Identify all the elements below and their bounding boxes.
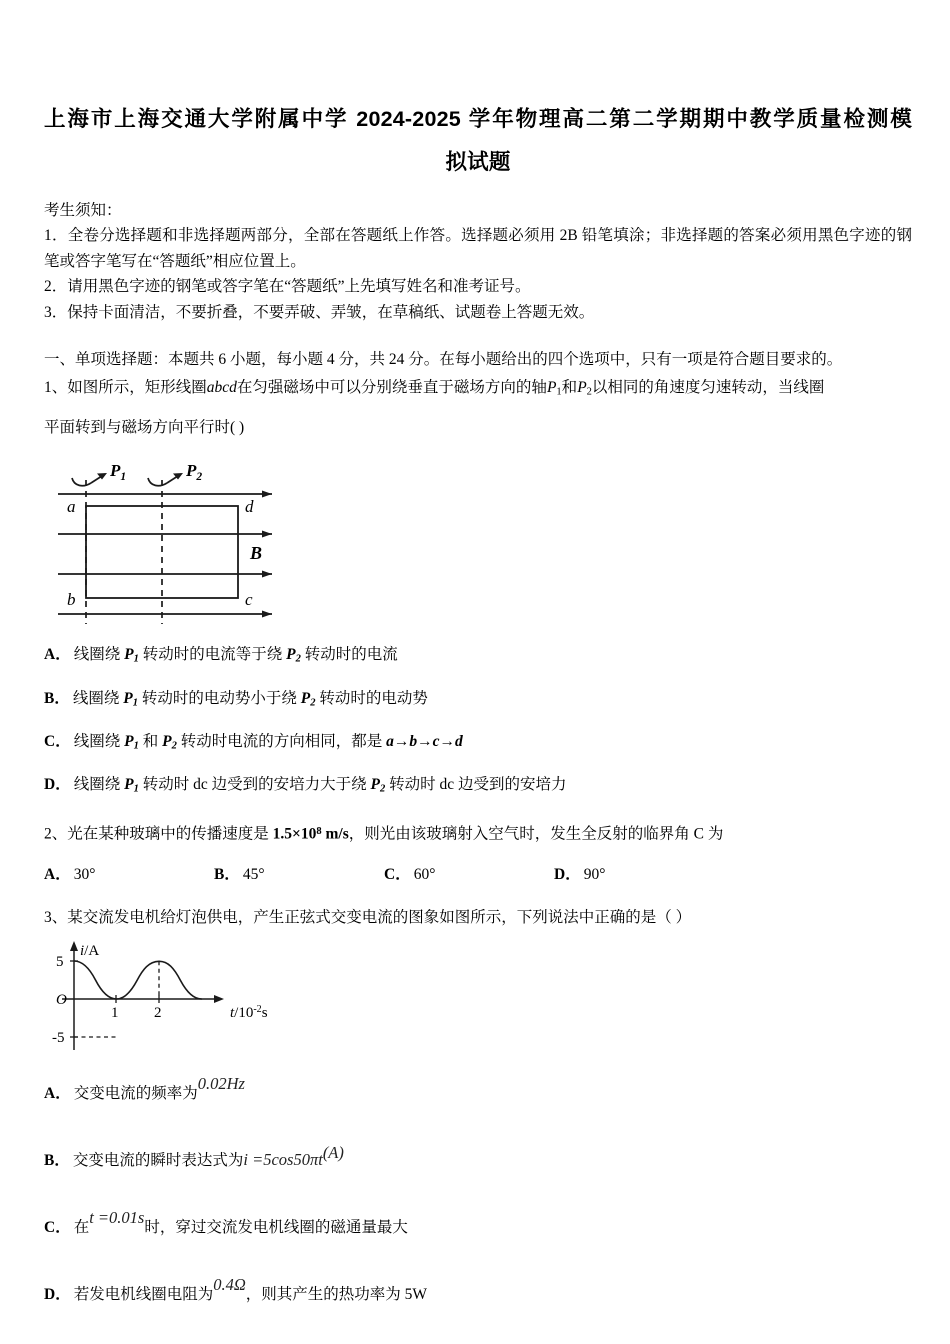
question-3-stem-text: 某交流发电机给灯泡供电，产生正弦式交变电流的图象如图所示，下列说法中正确的是（ ） (67, 909, 692, 927)
question-1-option-b-symbol-2-sub: 2 (310, 696, 316, 708)
question-1-stem-symbol-p2-sub: 2 (586, 386, 592, 398)
question-1-stem-part-4: 以相同的角速度匀速转动，当线圈 (591, 379, 825, 396)
question-1-option-a-symbol-1-sub: 1 (133, 653, 139, 665)
question-1-option-a-symbol-2-sub: 2 (295, 653, 301, 665)
question-1-figure (50, 452, 350, 627)
question-1-option-b-label: B． (44, 689, 70, 707)
question-1-option-d-pre: 线圈绕 (73, 776, 125, 794)
question-3-option-c-pre: 在 (73, 1218, 90, 1236)
question-1-option-a-label: A． (44, 646, 71, 664)
page-title (44, 98, 912, 184)
question-3-option-c-post: 时，穿过交流发电机线圈的磁通量最大 (144, 1218, 408, 1236)
question-1-option-a-post: 转动时的电流 (300, 646, 398, 664)
question-3-option-b-label: B． (44, 1151, 70, 1169)
figure-label-magnetic-field-b: B (250, 543, 263, 564)
question-1-option-b-symbol-2: P (300, 689, 311, 707)
question-1-option-c-pre: 线圈绕 (73, 732, 125, 750)
x-tick-label-1: 1 (111, 1004, 119, 1021)
figure-label-corner-a: a (67, 497, 76, 517)
y-tick-label-minus-5: -5 (52, 1029, 65, 1046)
x-axis-arrowhead (214, 995, 224, 1003)
question-1-stem-part-3: 和 (561, 379, 578, 396)
question-3-option-d-pre: 若发电机线圈电阻为 (73, 1285, 214, 1303)
question-3-option-b-post: (A) (322, 1142, 344, 1162)
y-tick-label-5: 5 (56, 953, 64, 970)
page-title-line-2: 拟试题 (445, 150, 511, 174)
question-1-option-d[interactable] (44, 774, 912, 800)
question-3-option-b-math: i =5cos50πt (243, 1149, 323, 1169)
question-1-option-d-symbol-2: P (370, 776, 380, 794)
question-2-option-b[interactable] (214, 864, 265, 886)
question-2-option-a-text: 30° (73, 866, 96, 884)
question-1-option-b-post: 转动时的电动势 (315, 689, 428, 707)
question-2-option-b-text: 45° (242, 866, 265, 884)
question-1-stem-symbol-p1: P (546, 379, 557, 396)
notice-heading: 考生须知： (44, 202, 122, 219)
question-1-option-b-pre: 线圈绕 (72, 689, 124, 707)
question-3-option-b[interactable] (44, 1142, 912, 1172)
question-1-option-d-post: 转动时 dc 边受到的安培力 (385, 776, 567, 794)
question-2-stem-speed-exponent: 8 (316, 825, 322, 837)
field-line-2-arrowhead (262, 531, 272, 538)
question-1-stem-symbol-p2: P (577, 379, 587, 396)
question-3-option-d-label: D． (44, 1285, 71, 1303)
question-1-stem-line-2: 平面转到与磁场方向平行时( ) (44, 418, 245, 436)
notice-item-1: 1．全卷分选择题和非选择题两部分，全部在答题纸上作答。选择题必须用 2B 铅笔填涂；非选择题的答案必须用黑色字迹的钢笔或答字笔写在“答题纸”相应位置上。 (44, 227, 912, 270)
question-2-stem-part-b: ，则光由该玻璃射入空气时，发生全反射的临界角 C 为 (348, 824, 724, 842)
question-3-option-c-math: t =0.01s (89, 1207, 145, 1227)
y-axis-arrowhead (70, 941, 78, 951)
question-3-number: 3、 (44, 909, 68, 927)
figure-label-corner-d: d (245, 497, 254, 517)
question-1-option-c-current-direction: a→b→c→d (386, 732, 463, 750)
question-1-option-c[interactable] (44, 731, 912, 757)
rectangular-coil-in-magnetic-field-svg (50, 452, 350, 627)
field-line-4-arrowhead (262, 611, 272, 618)
question-1-option-b-symbol-1: P (123, 689, 133, 707)
question-2-option-d[interactable] (554, 864, 605, 886)
question-1-option-c-post: 转动时电流的方向相同，都是 (176, 732, 387, 750)
question-2-option-c-label: C． (384, 866, 411, 884)
question-3-option-b-pre: 交变电流的瞬时表达式为 (72, 1151, 244, 1169)
question-2-stem-speed-unit: m/s (321, 824, 349, 842)
question-1-stem-italic-abcd: abcd (206, 379, 237, 396)
figure-label-p2-subscript: 2 (196, 471, 203, 484)
x-axis-label: $t/10^{-2}s$ (230, 1003, 268, 1021)
question-1-number: 1、 (44, 379, 68, 396)
figure-label-p2: $P_2$ (186, 461, 203, 484)
question-2-stem (44, 819, 912, 847)
question-1-stem-part-1: 如图所示，矩形线圈 (67, 379, 207, 396)
figure-label-p1: $P_1$ (110, 461, 127, 484)
question-1-option-d-mid: 转动时 dc 边受到的安培力大于绕 (138, 776, 371, 794)
question-1-option-b-symbol-1-sub: 1 (132, 696, 138, 708)
question-2-option-d-label: D． (554, 866, 581, 884)
question-3-option-a-math: 0.02Hz (197, 1073, 245, 1093)
field-line-1-arrowhead (262, 491, 272, 498)
figure-label-corner-b: b (67, 590, 76, 610)
question-1-option-c-symbol-1: P (124, 732, 134, 750)
rotation-arc-p1 (72, 478, 91, 486)
question-2-options-row (44, 864, 912, 886)
question-1-option-d-label: D． (44, 776, 71, 794)
question-1-option-d-symbol-1: P (124, 776, 134, 794)
question-3-option-d-post: ，则其产生的热功率为 5W (245, 1285, 428, 1303)
question-2-option-c[interactable] (384, 864, 435, 886)
page-content (44, 98, 912, 1306)
question-1-option-d-symbol-1-sub: 1 (133, 783, 139, 795)
field-line-3-arrowhead (262, 571, 272, 578)
question-1-option-a-pre: 线圈绕 (73, 646, 125, 664)
sinusoidal-alternating-current-graph-svg (52, 935, 332, 1060)
question-1-option-a-mid: 转动时的电流等于绕 (138, 646, 287, 664)
question-1-option-d-symbol-2-sub: 2 (379, 783, 386, 795)
question-2-number: 2、 (44, 824, 68, 842)
question-3-option-a[interactable] (44, 1073, 912, 1105)
notice-item-2: 2．请用黑色字迹的钢笔或答字笔在“答题纸”上先填写姓名和准考证号。 (44, 278, 531, 295)
question-3-option-c[interactable] (44, 1207, 912, 1239)
figure-label-corner-c: c (245, 590, 253, 610)
figure-label-p1-subscript: 1 (120, 471, 127, 484)
question-3-figure (52, 935, 332, 1060)
page-title-line-1: 上海市上海交通大学附属中学 2024-2025 学年物理高二第二学期期中教学质量检测模 (44, 107, 912, 131)
question-3-option-d[interactable] (44, 1274, 912, 1306)
question-1-option-a-symbol-2: P (286, 646, 296, 664)
question-1-option-c-symbol-1-sub: 1 (133, 740, 139, 752)
origin-label: O (56, 991, 67, 1008)
question-1-option-a-symbol-1: P (124, 646, 134, 664)
question-1-stem-part-2: 在匀强磁场中可以分别绕垂直于磁场方向的轴 (236, 379, 547, 396)
question-1-stem-symbol-p1-sub: 1 (556, 386, 562, 398)
question-3-stem (44, 905, 912, 931)
rotation-arc-p2 (148, 478, 167, 486)
question-1-option-b[interactable] (44, 688, 912, 714)
question-3-option-d-math: 0.4Ω (213, 1274, 246, 1294)
y-axis-label: i/A (80, 942, 100, 959)
question-3-option-a-label: A． (44, 1084, 71, 1102)
section-heading-single-choice: 一、单项选择题：本题共 6 小题，每小题 4 分，共 24 分。在每小题给出的四个选项中，只有一项是符合题目要求的。 (44, 351, 843, 368)
ac-waveform-curve (74, 961, 202, 999)
question-2-option-a-label: A． (44, 866, 71, 884)
question-1-option-c-mid: 和 (138, 732, 163, 750)
question-2-option-c-text: 60° (413, 866, 436, 884)
question-1-option-c-symbol-2: P (162, 732, 172, 750)
question-3-option-c-label: C． (44, 1218, 71, 1236)
question-1-option-c-label: C． (44, 732, 71, 750)
question-2-option-a[interactable] (44, 864, 95, 886)
question-1-option-b-mid: 转动时的电动势小于绕 (137, 689, 301, 707)
question-1-option-a[interactable] (44, 644, 912, 670)
x-tick-label-2: 2 (154, 1004, 162, 1021)
question-3-option-a-pre: 交变电流的频率为 (73, 1084, 198, 1102)
notice-item-3: 3．保持卡面清洁，不要折叠，不要弄破、弄皱，在草稿纸、试题卷上答题无效。 (44, 303, 595, 321)
question-2-option-d-text: 90° (583, 866, 606, 884)
question-2-stem-speed-value: 1.5×10 (272, 824, 317, 842)
question-1-stem (44, 375, 912, 405)
question-2-option-b-label: B． (214, 866, 240, 884)
question-1-option-c-symbol-2-sub: 2 (171, 740, 177, 752)
question-2-stem-part-a: 光在某种玻璃中的传播速度是 (67, 824, 273, 842)
